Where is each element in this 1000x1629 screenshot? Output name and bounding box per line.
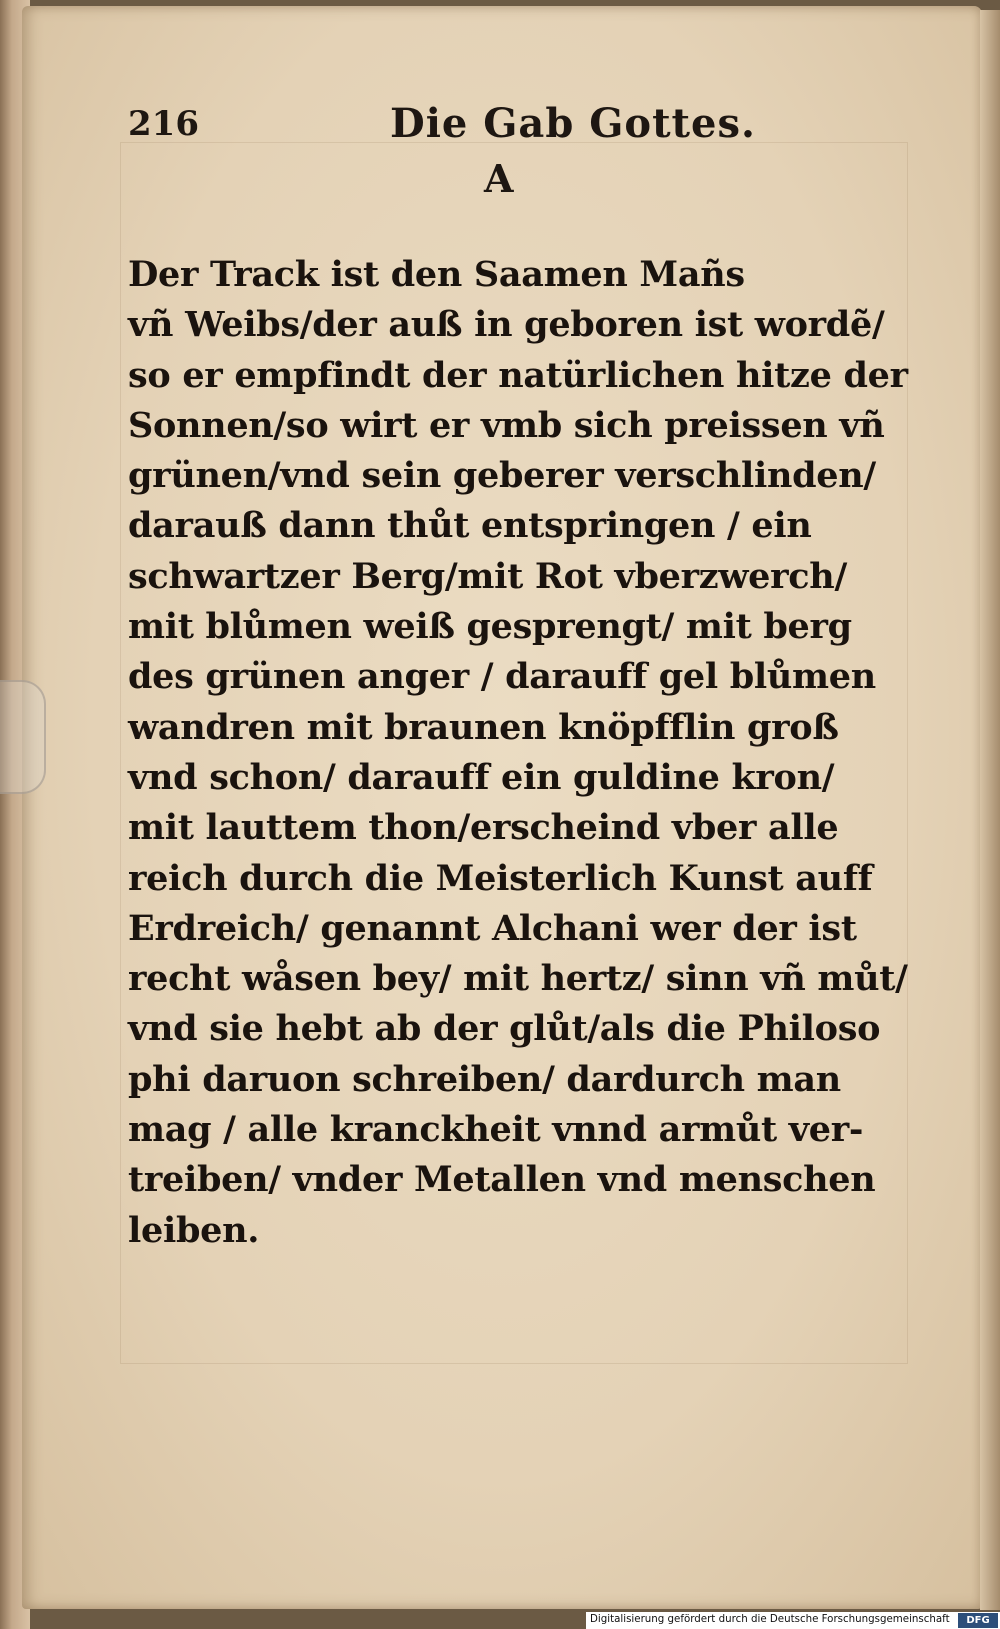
text-line: mit blůmen weiß gesprengt/ mit berg xyxy=(128,606,852,648)
text-line: treiben/ vnder Metallen vnd menschen xyxy=(128,1159,876,1201)
page-number: 216 xyxy=(128,104,199,144)
text-line: vnd schon/ darauff ein guldine kron/ xyxy=(128,756,835,798)
text-line: reich durch die Meisterlich Kunst auff xyxy=(128,857,873,899)
text-line: leiben. xyxy=(128,1209,260,1251)
text-line: so er empfindt der natürlichen hitze der xyxy=(128,354,908,396)
text-line: recht wåsen bey/ mit hertz/ sinn vñ můt/ xyxy=(128,958,908,1000)
text-line: mag / alle kranckheit vnnd armůt ver- xyxy=(128,1109,864,1151)
text-line: Sonnen/so wirt er vmb sich preissen vñ xyxy=(128,404,885,446)
page-header xyxy=(128,100,888,150)
text-line: Erdreich/ genannt Alchani wer der ist xyxy=(128,907,857,949)
text-line: wandren mit braunen knöpfflin groß xyxy=(128,706,839,748)
text-line: phi daruon schreiben/ dardurch man xyxy=(128,1058,841,1100)
page-clip xyxy=(0,680,46,794)
text-line: vñ Weibs/der auß in geboren ist wordẽ/ xyxy=(128,304,885,346)
dfg-logo: DFG xyxy=(958,1613,998,1628)
text-line: des grünen anger / darauff gel blůmen xyxy=(128,656,876,698)
text-line: mit lauttem thon/erscheind vber alle xyxy=(128,807,839,849)
running-title: Die Gab Gottes. xyxy=(390,100,756,147)
text-line: vnd sie hebt ab der glůt/als die Philoso xyxy=(128,1008,881,1050)
digitization-footer xyxy=(586,1612,1000,1629)
text-line: schwartzer Berg/mit Rot vberzwerch/ xyxy=(128,555,847,597)
text-line: Der Track ist den Saamen Mañs xyxy=(128,254,745,295)
page-stack-edge xyxy=(980,10,1000,1610)
signature-mark: A xyxy=(484,156,514,201)
text-line: darauß dann thůt entspringen / ein xyxy=(128,505,812,547)
text-line: grünen/vnd sein geberer verschlinden/ xyxy=(128,455,876,497)
body-text xyxy=(128,250,918,1256)
footer-credit: Digitalisierung gefördert durch die Deutsche Forschungsgemeinschaft xyxy=(590,1613,950,1625)
